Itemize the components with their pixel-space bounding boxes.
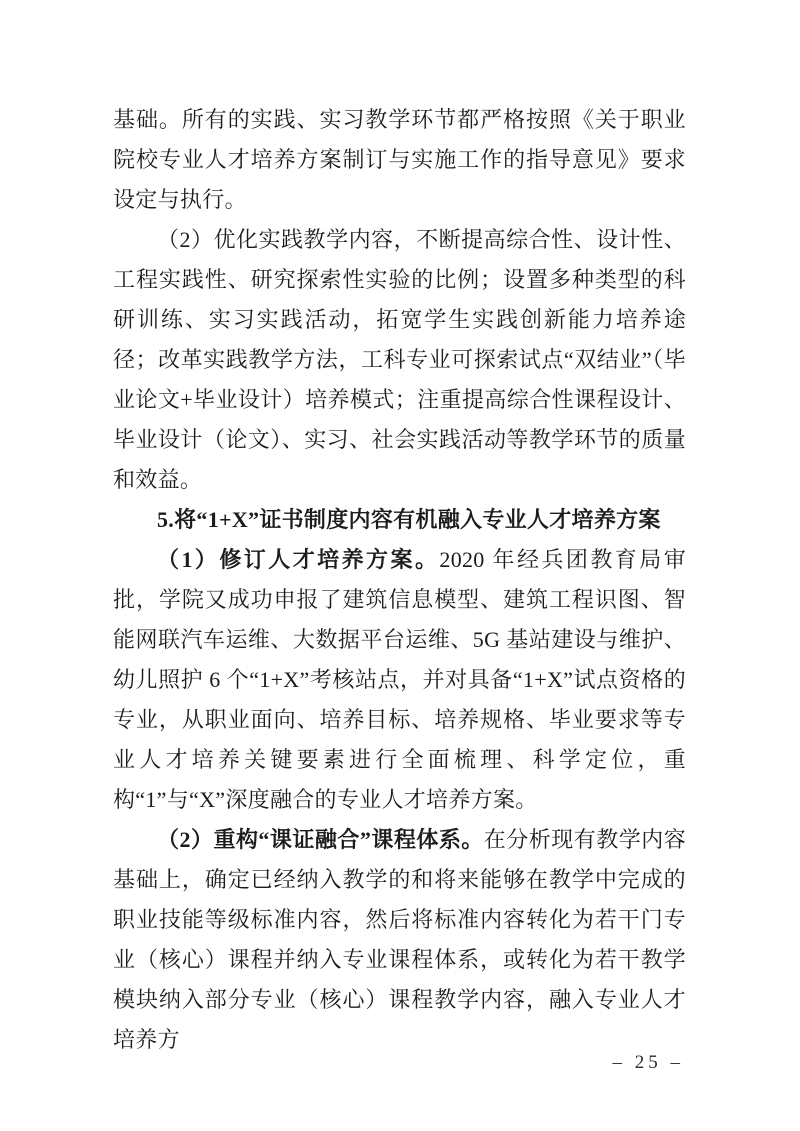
paragraph-text: 基础。所有的实践、实习教学环节都严格按照《关于职业院校专业人才培养方案制订与实施工作的指导意见》要求设定与执行。 xyxy=(113,107,686,212)
heading-text: 5.将“1+X”证书制度内容有机融入专业人才培养方案 xyxy=(157,507,661,532)
paragraph-lead: （1）修订人才培养方案。 xyxy=(157,547,440,572)
paragraph-text: （2）优化实践教学内容，不断提高综合性、设计性、工程实践性、研究探索性实验的比例；设置多种类型的科研训练、实习实践活动，拓宽学生实践创新能力培养途径；改革实践教学方法，工科专业可探索试点“双结业”（毕业论文+毕业设计）培养模式；注重提高综合性课程设计、毕业设计（论文）、实习、社会实践活动等教学环节的质量和效益。 xyxy=(113,227,686,492)
paragraph-continued xyxy=(113,100,686,220)
section-heading-1x-certificate xyxy=(113,500,686,540)
document-body xyxy=(113,100,686,1060)
page-number: – 25 – xyxy=(612,1052,684,1073)
paragraph-text: 2020 年经兵团教育局审批，学院又成功申报了建筑信息模型、建筑工程识图、智能网联汽车运维、大数据平台运维、5G 基站建设与维护、幼儿照护 6 个“1+X”考核站点，并对具备“1+X”试点资格的专业，从职业面向、培养目标、培养规格、毕业要求等专业人才培养关键要素进行全面梳理、科学定位，重构“1”与“X”深度融合的专业人才培养方案。 xyxy=(113,547,687,812)
paragraph-lead: （2）重构“课证融合”课程体系。 xyxy=(157,827,484,852)
paragraph-revise-plan xyxy=(113,540,686,820)
paragraph-optimize-practice xyxy=(113,220,686,500)
paragraph-text: 在分析现有教学内容基础上，确定已经纳入教学的和将来能够在教学中完成的职业技能等级标准内容，然后将标准内容转化为若干门专业（核心）课程并纳入专业课程体系，或转化为若干教学模块纳入部分专业（核心）课程教学内容，融入专业人才培养方 xyxy=(113,827,686,1052)
paragraph-rebuild-curriculum xyxy=(113,820,686,1060)
